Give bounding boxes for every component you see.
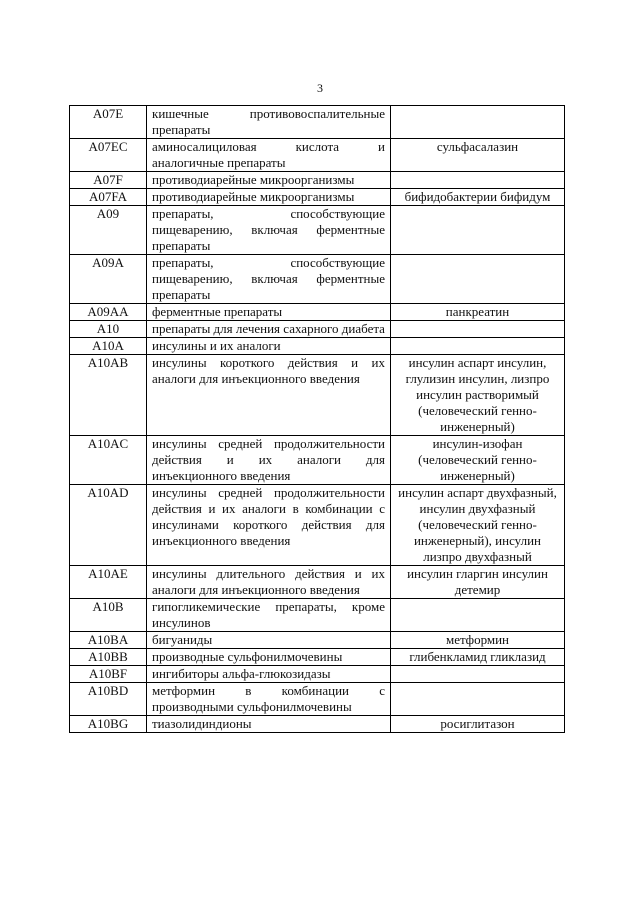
atc-code-cell: A10AE xyxy=(70,566,147,599)
drug-name-cell: панкреатин xyxy=(391,304,565,321)
drug-name-cell: инсулин гларгин инсулин детемир xyxy=(391,566,565,599)
drug-name-cell: метформин xyxy=(391,632,565,649)
description-cell: инсулины средней продолжительности действия и их аналоги для инъекционного введения xyxy=(147,436,391,485)
drug-name-cell: инсулин аспарт инсулин, глулизин инсулин, лизпро инсулин растворимый (человеческий генно-инженерный) xyxy=(391,355,565,436)
table-row xyxy=(70,599,565,632)
drug-name-cell: инсулин-изофан (человеческий генно-инженерный) xyxy=(391,436,565,485)
table-row xyxy=(70,338,565,355)
drug-name-cell: бифидобактерии бифидум xyxy=(391,189,565,206)
table-row xyxy=(70,106,565,139)
description-cell: препараты для лечения сахарного диабета xyxy=(147,321,391,338)
drug-name-cell xyxy=(391,206,565,255)
page-number: 3 xyxy=(317,81,323,95)
drug-name-cell xyxy=(391,321,565,338)
drug-name-cell: росиглитазон xyxy=(391,716,565,733)
drug-name-cell: сульфасалазин xyxy=(391,139,565,172)
drug-name-cell xyxy=(391,666,565,683)
table-row xyxy=(70,666,565,683)
table-row xyxy=(70,683,565,716)
atc-code-cell: A10AB xyxy=(70,355,147,436)
description-cell: инсулины средней продолжительности действия и их аналоги в комбинации с инсулинами короткого действия для инъекционного введения xyxy=(147,485,391,566)
table-row xyxy=(70,436,565,485)
drug-name-cell xyxy=(391,338,565,355)
description-cell: метформин в комбинации с производными сульфонилмочевины xyxy=(147,683,391,716)
description-cell: тиазолидиндионы xyxy=(147,716,391,733)
drug-name-cell xyxy=(391,599,565,632)
description-cell: инсулины короткого действия и их аналоги для инъекционного введения xyxy=(147,355,391,436)
drug-name-cell: инсулин аспарт двухфазный, инсулин двухфазный (человеческий генно-инженерный), инсулин лизпро двухфазный xyxy=(391,485,565,566)
atc-code-cell: A10 xyxy=(70,321,147,338)
drug-name-cell: глибенкламид гликлазид xyxy=(391,649,565,666)
description-cell: противодиарейные микроорганизмы xyxy=(147,172,391,189)
atc-code-cell: A07EC xyxy=(70,139,147,172)
atc-code-cell: A10BB xyxy=(70,649,147,666)
atc-code-cell: A09AA xyxy=(70,304,147,321)
atc-code-cell: A07E xyxy=(70,106,147,139)
description-cell: ингибиторы альфа-глюкозидазы xyxy=(147,666,391,683)
table-row xyxy=(70,566,565,599)
atc-table xyxy=(69,105,565,733)
table-row xyxy=(70,355,565,436)
table-row xyxy=(70,649,565,666)
table-row xyxy=(70,304,565,321)
description-cell: препараты, способствующие пищеварению, включая ферментные препараты xyxy=(147,255,391,304)
atc-code-cell: A07F xyxy=(70,172,147,189)
drug-name-cell xyxy=(391,172,565,189)
atc-table-body xyxy=(70,106,565,733)
table-row xyxy=(70,716,565,733)
table-row xyxy=(70,485,565,566)
description-cell: бигуаниды xyxy=(147,632,391,649)
drug-name-cell xyxy=(391,106,565,139)
atc-code-cell: A07FA xyxy=(70,189,147,206)
drug-name-cell xyxy=(391,683,565,716)
atc-code-cell: A10AD xyxy=(70,485,147,566)
table-row xyxy=(70,632,565,649)
description-cell: производные сульфонилмочевины xyxy=(147,649,391,666)
atc-code-cell: A10BG xyxy=(70,716,147,733)
table-row xyxy=(70,255,565,304)
description-cell: препараты, способствующие пищеварению, включая ферментные препараты xyxy=(147,206,391,255)
atc-code-cell: A10BD xyxy=(70,683,147,716)
description-cell: противодиарейные микроорганизмы xyxy=(147,189,391,206)
description-cell: аминосалициловая кислота и аналогичные препараты xyxy=(147,139,391,172)
atc-code-cell: A10BF xyxy=(70,666,147,683)
description-cell: инсулины и их аналоги xyxy=(147,338,391,355)
description-cell: кишечные противовоспалительные препараты xyxy=(147,106,391,139)
atc-code-cell: A10AC xyxy=(70,436,147,485)
atc-code-cell: A09A xyxy=(70,255,147,304)
description-cell: гипогликемические препараты, кроме инсулинов xyxy=(147,599,391,632)
atc-code-cell: A10B xyxy=(70,599,147,632)
table-row xyxy=(70,172,565,189)
description-cell: инсулины длительного действия и их аналоги для инъекционного введения xyxy=(147,566,391,599)
atc-code-cell: A10A xyxy=(70,338,147,355)
atc-code-cell: A09 xyxy=(70,206,147,255)
atc-code-cell: A10BA xyxy=(70,632,147,649)
drug-name-cell xyxy=(391,255,565,304)
description-cell: ферментные препараты xyxy=(147,304,391,321)
table-row xyxy=(70,206,565,255)
table-row xyxy=(70,139,565,172)
table-row xyxy=(70,321,565,338)
table-row xyxy=(70,189,565,206)
